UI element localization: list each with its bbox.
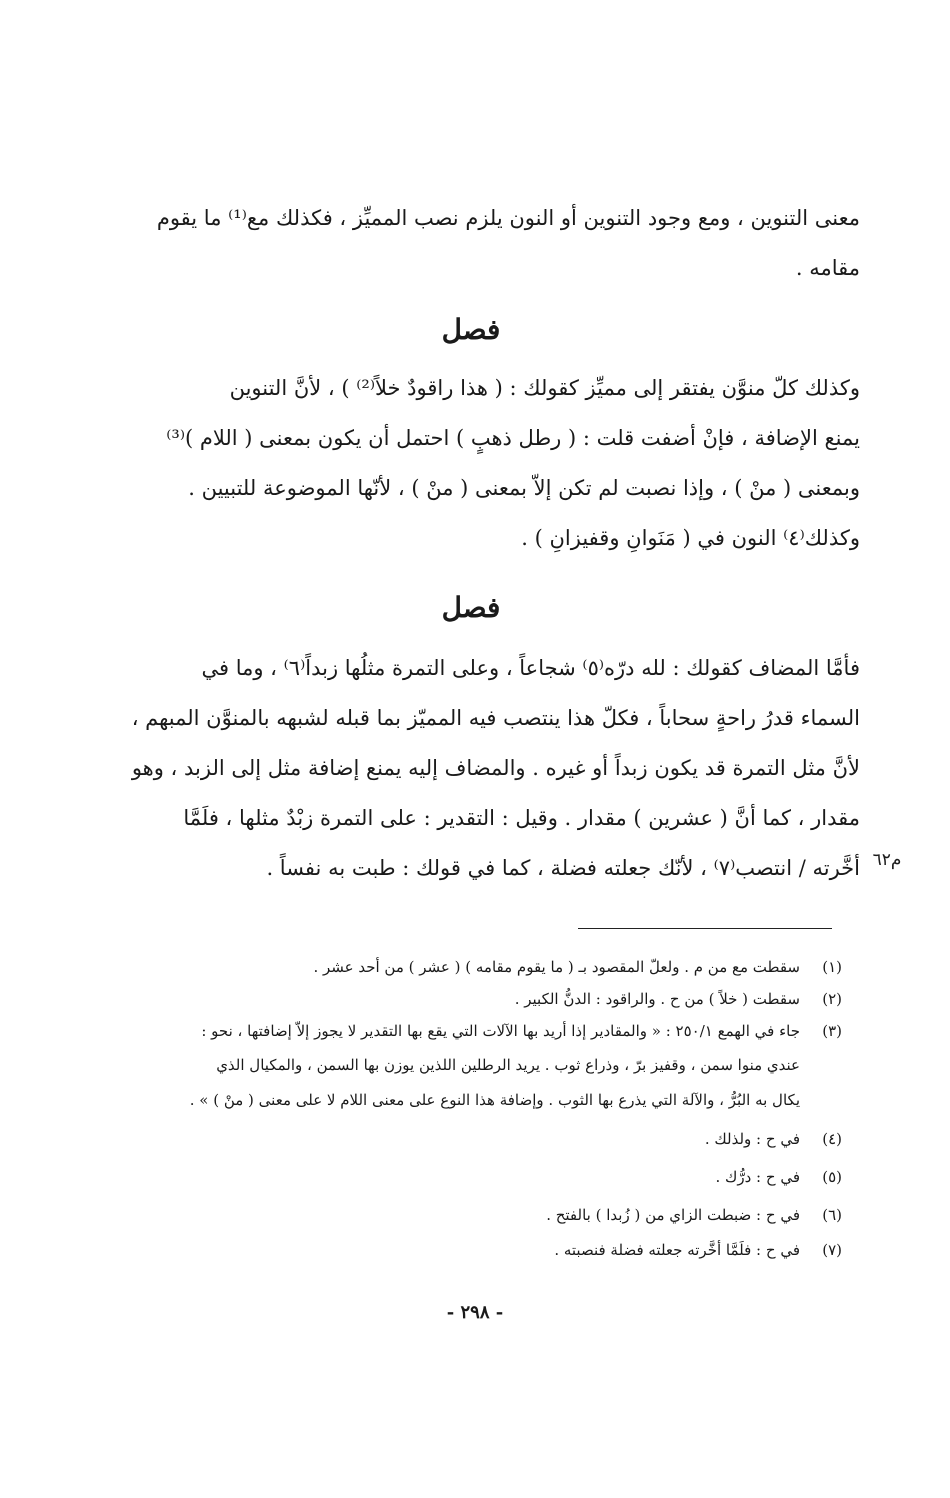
footnote: [82, 1124, 842, 1154]
text-line: وكذلك⁽٤⁾ النون في ( مَنَوانِ وقفيزانِ ) .: [521, 526, 860, 550]
text-line: مقدار ، كما أنَّ ( عشرين ) مقدار . وقيل : التقدير : على التمرة زبْدٌ مثلها ، فلَمَّا: [183, 806, 860, 830]
footnote-text: عندي منوا سمن ، وقفيز برّ ، وذراع ثوب . يريد الرطلين اللذين يوزن بها السمن ، والمكيال الذي: [216, 1056, 800, 1074]
footnote-number: (٥): [822, 1168, 842, 1186]
section-heading: فصل: [441, 313, 501, 346]
footnote-text: في ح : درُّك .: [715, 1168, 800, 1186]
footnote: [82, 1016, 842, 1046]
footnote-text: جاء في الهمع ٢٥٠/١ : « والمقادير إذا أريد بها الآلات التي يقع بها التقدير لا يجوز إلاّ إضافتها ، نحو :: [201, 1022, 800, 1040]
footnote-continuation: [82, 1085, 842, 1115]
footnote-number: (٤): [822, 1130, 842, 1148]
footnote-text: يكال به البُرُّ ، والآلة التي يذرع بها الثوب . وإضافة هذا النوع على معنى اللام لا على معنى ( منْ ) » .: [189, 1091, 800, 1109]
footnote-number: (٢): [822, 990, 842, 1008]
text-line: معنى التنوين ، ومع وجود التنوين أو النون يلزم نصب المميِّز ، فكذلك مع⁽¹⁾ ما يقوم: [156, 206, 860, 230]
footnote-number: (٣): [822, 1022, 842, 1040]
text-line: فأمَّا المضاف كقولك : لله درّه⁽٥⁾ شجاعاً ، وعلى التمرة مثلُها زبداً⁽٦⁾ ، وما في: [201, 656, 860, 680]
text-line: أخَّرته / انتصب⁽٧⁾ ، لأنّك جعلته فضلة ، كما في قولك : طبت به نفساً .: [266, 856, 860, 880]
section-heading: فصل: [441, 591, 501, 624]
footnote: [82, 952, 842, 982]
text-line: السماء قدرُ راحةٍ سحاباً ، فكلّ هذا ينتصب فيه المميّز بما قبله لشبهه بالمنوَّن المبهم ،: [131, 706, 860, 730]
footnote-text: سقطت ( خلاً ) من ح . والراقود : الدنُّ الكبير .: [514, 990, 800, 1008]
text-line: وبمعنى ( منْ ) ، وإذا نصبت لم تكن إلاّ بمعنى ( منْ ) ، لأنّها الموضوعة للتبيين .: [188, 476, 860, 500]
text-line: يمنع الإضافة ، فإنْ أضفت قلت : ( رطل ذهبٍ ) احتمل أن يكون بمعنى ( اللام )⁽³⁾: [166, 426, 860, 450]
footnote: [82, 984, 842, 1014]
footnote-separator: [578, 928, 832, 929]
text-line: مقامه .: [795, 256, 860, 280]
footnote-number: (٦): [822, 1206, 842, 1224]
footnote-text: في ح : ولذلك .: [704, 1130, 800, 1148]
footnote-number: (١): [822, 958, 842, 976]
manuscript-margin-note: م٦٢: [872, 850, 902, 870]
footnote: [82, 1235, 842, 1265]
footnote: [82, 1200, 842, 1230]
page-number: - ٢٩٨ -: [446, 1302, 504, 1323]
footnote-text: سقطت مع من م . ولعلّ المقصود بـ ( ما يقوم مقامه ) ( عشر ) من أحد عشر .: [313, 958, 800, 976]
footnote: [82, 1162, 842, 1192]
text-line: لأنَّ مثل التمرة قد يكون زبداً أو غيره . والمضاف إليه يمنع إضافة مثل إلى الزبد ، وهو: [131, 756, 860, 780]
footnote-number: (٧): [822, 1241, 842, 1259]
footnote-text: في ح : ضبطت الزاي من ( زُبدا ) بالفتح .: [546, 1206, 800, 1224]
footnote-continuation: [82, 1050, 842, 1080]
footnote-text: في ح : فلَمَّا أخَّرته جعلته فضلة فنصبته .: [554, 1241, 800, 1259]
text-line: وكذلك كلّ منوَّن يفتقر إلى مميِّز كقولك : ( هذا راقودٌ خلاً⁽²⁾ ) ، لأنَّ التنوين: [229, 376, 860, 400]
